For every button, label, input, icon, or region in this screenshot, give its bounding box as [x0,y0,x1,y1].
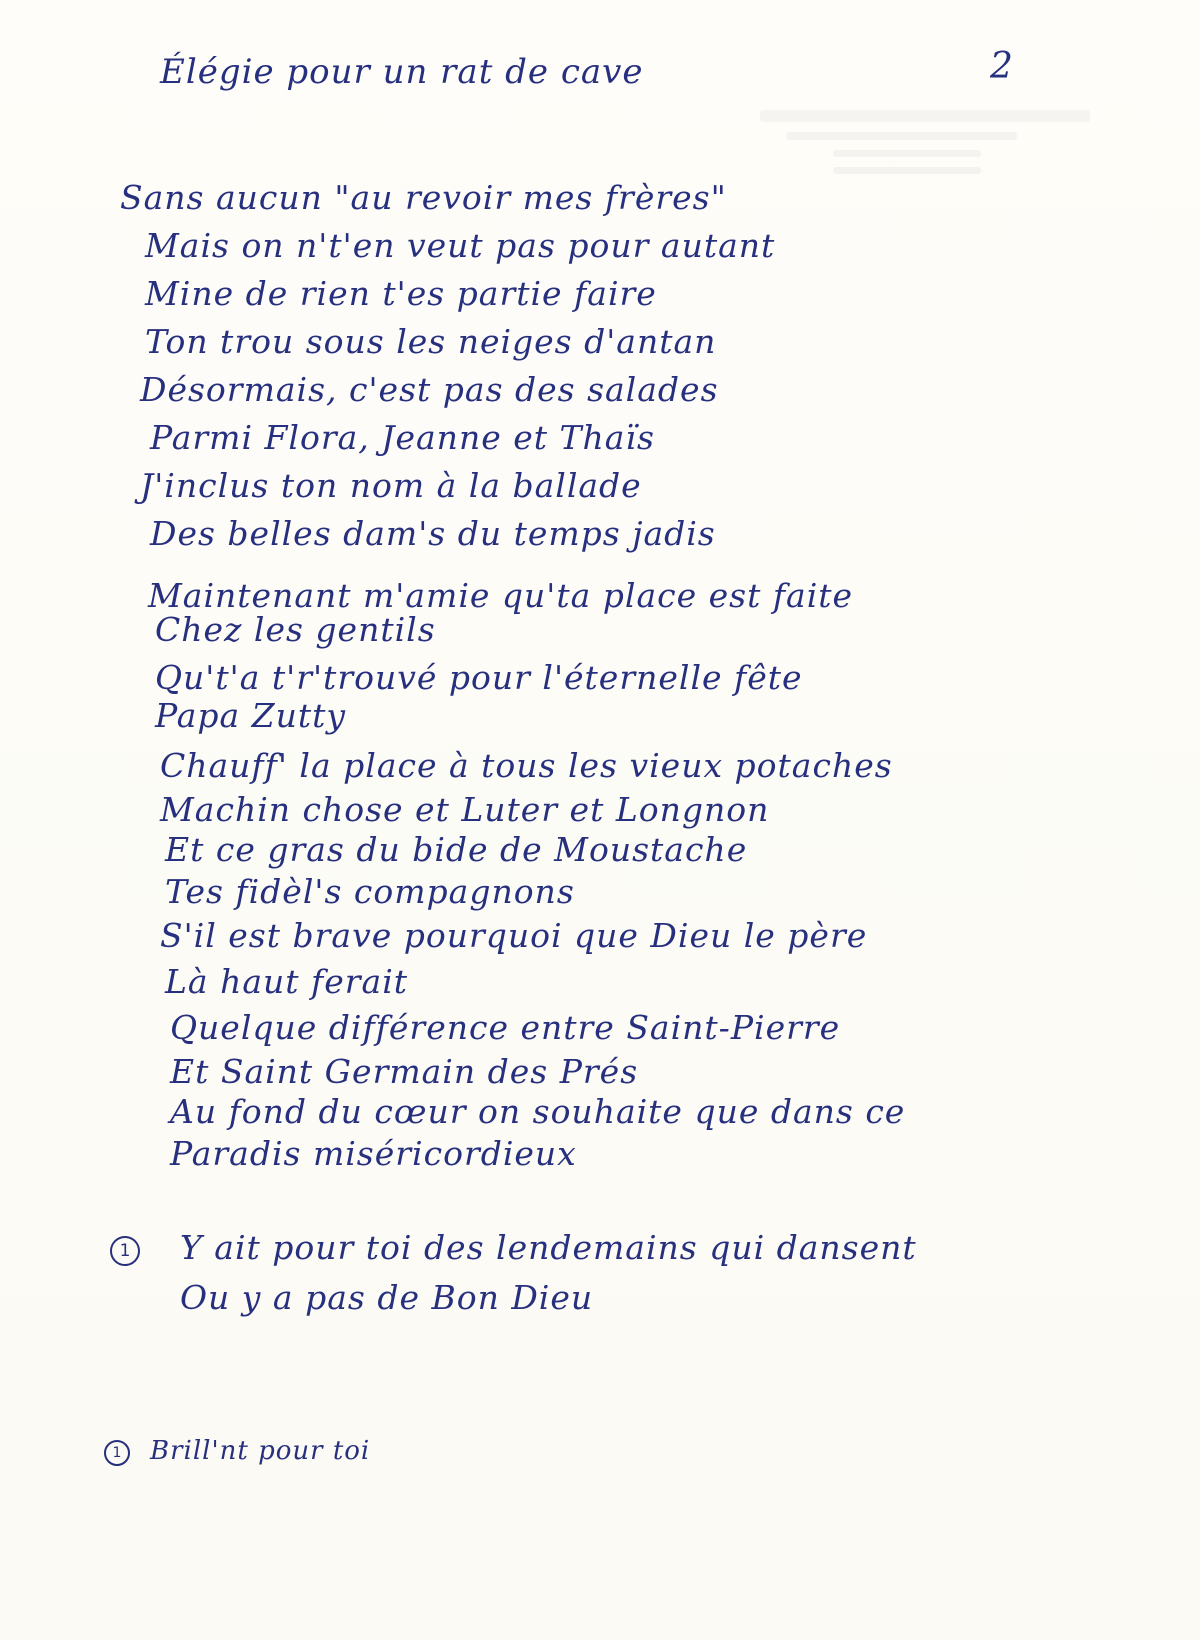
stanza-2-line-2: Chez les gentils [155,610,436,649]
stanza-2-line-8: Tes fidèl's compagnons [165,872,575,911]
footnote-marker-inline: 1 [110,1236,140,1266]
stanza-2-line-14: Paradis miséricordieux [170,1134,577,1173]
stanza-2-line-15: Y ait pour toi des lendemains qui dansent [180,1228,917,1267]
stanza-2-line-16: Ou y a pas de Bon Dieu [180,1278,594,1317]
stanza-2-line-6: Machin chose et Luter et Longnon [160,790,770,829]
stanza-1-line-4: Ton trou sous les neiges d'antan [145,322,717,361]
stanza-1-line-6: Parmi Flora, Jeanne et Thaïs [150,418,655,457]
poem-title: Élégie pour un rat de cave [160,52,644,92]
stanza-2-line-4: Papa Zutty [155,696,347,735]
stanza-1-line-5: Désormais, c'est pas des salades [140,370,719,409]
stanza-1-line-8: Des belles dam's du temps jadis [150,514,716,553]
stanza-2-line-11: Quelque différence entre Saint-Pierre [170,1008,841,1047]
stanza-1-line-3: Mine de rien t'es partie faire [145,274,657,313]
stanza-2-line-1: Maintenant m'amie qu'ta place est faite [148,576,854,615]
stanza-1-line-2: Mais on n't'en veut pas pour autant [145,226,776,265]
footnote-text: Brill'nt pour toi [150,1436,371,1466]
stanza-2-line-3: Qu't'a t'r'trouvé pour l'éternelle fête [155,658,803,697]
stanza-2-line-13: Au fond du cœur on souhaite que dans ce [170,1092,906,1131]
faded-letterhead [760,100,1090,184]
stanza-2-line-5: Chauff' la place à tous les vieux potaches [160,746,893,785]
footnote-marker: 1 [104,1440,130,1466]
stanza-1-line-7: J'inclus ton nom à la ballade [140,466,642,505]
stanza-1-line-1: Sans aucun "au revoir mes frères" [120,178,727,217]
stanza-2-line-12: Et Saint Germain des Prés [170,1052,639,1091]
stanza-2-line-7: Et ce gras du bide de Moustache [165,830,748,869]
stanza-2-line-10: Là haut ferait [165,962,409,1001]
stanza-2-line-9: S'il est brave pourquoi que Dieu le père [160,916,868,955]
page-number: 2 [990,46,1014,87]
